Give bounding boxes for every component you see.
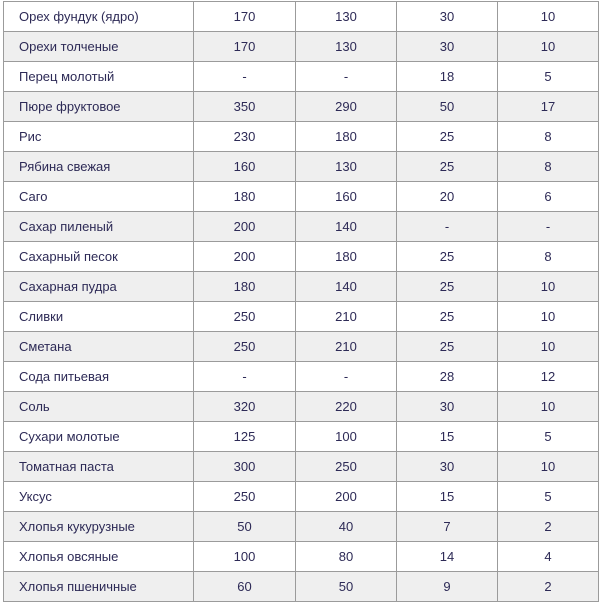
value-cell-4: 10	[498, 332, 599, 362]
value-cell-3: 25	[397, 122, 498, 152]
product-name-cell: Орех фундук (ядро)	[4, 2, 194, 32]
value-cell-1: -	[194, 362, 296, 392]
product-name-cell: Сливки	[4, 302, 194, 332]
value-cell-4: 5	[498, 482, 599, 512]
value-cell-2: 250	[296, 452, 397, 482]
value-cell-3: 20	[397, 182, 498, 212]
value-cell-1: -	[194, 62, 296, 92]
product-name-cell: Хлопья пшеничные	[4, 572, 194, 602]
product-name-cell: Хлопья овсяные	[4, 542, 194, 572]
table-row	[4, 122, 599, 152]
value-cell-1: 50	[194, 512, 296, 542]
value-cell-3: 30	[397, 2, 498, 32]
table-row	[4, 332, 599, 362]
value-cell-2: 140	[296, 212, 397, 242]
value-cell-1: 125	[194, 422, 296, 452]
value-cell-4: 6	[498, 182, 599, 212]
value-cell-1: 350	[194, 92, 296, 122]
value-cell-3: 50	[397, 92, 498, 122]
product-name-cell: Сахарная пудра	[4, 272, 194, 302]
value-cell-4: 10	[498, 272, 599, 302]
table-row	[4, 62, 599, 92]
product-name-cell: Сода питьевая	[4, 362, 194, 392]
table-row	[4, 392, 599, 422]
product-name-cell: Перец молотый	[4, 62, 194, 92]
value-cell-2: 100	[296, 422, 397, 452]
value-cell-2: 210	[296, 302, 397, 332]
value-cell-4: 2	[498, 572, 599, 602]
table-row	[4, 542, 599, 572]
product-name-cell: Рябина свежая	[4, 152, 194, 182]
product-name-cell: Сметана	[4, 332, 194, 362]
value-cell-1: 250	[194, 332, 296, 362]
value-cell-4: 5	[498, 62, 599, 92]
value-cell-2: 50	[296, 572, 397, 602]
value-cell-3: 30	[397, 392, 498, 422]
value-cell-4: 10	[498, 392, 599, 422]
table-row	[4, 452, 599, 482]
value-cell-4: 12	[498, 362, 599, 392]
value-cell-4: 10	[498, 302, 599, 332]
table-row	[4, 152, 599, 182]
value-cell-3: 30	[397, 32, 498, 62]
value-cell-3: -	[397, 212, 498, 242]
table-row	[4, 92, 599, 122]
value-cell-3: 30	[397, 452, 498, 482]
value-cell-4: 8	[498, 122, 599, 152]
value-cell-1: 160	[194, 152, 296, 182]
value-cell-2: 180	[296, 122, 397, 152]
table-row	[4, 32, 599, 62]
value-cell-4: 10	[498, 32, 599, 62]
product-name-cell: Рис	[4, 122, 194, 152]
value-cell-4: 8	[498, 242, 599, 272]
value-cell-1: 320	[194, 392, 296, 422]
value-cell-2: 180	[296, 242, 397, 272]
value-cell-4: 8	[498, 152, 599, 182]
product-name-cell: Пюре фруктовое	[4, 92, 194, 122]
value-cell-3: 25	[397, 302, 498, 332]
value-cell-3: 7	[397, 512, 498, 542]
value-cell-3: 15	[397, 422, 498, 452]
value-cell-2: 220	[296, 392, 397, 422]
value-cell-4: 17	[498, 92, 599, 122]
value-cell-2: 200	[296, 482, 397, 512]
value-cell-2: 140	[296, 272, 397, 302]
table-row	[4, 272, 599, 302]
product-name-cell: Сухари молотые	[4, 422, 194, 452]
value-cell-1: 170	[194, 32, 296, 62]
table-row	[4, 572, 599, 602]
table-row	[4, 182, 599, 212]
value-cell-2: 40	[296, 512, 397, 542]
value-cell-1: 100	[194, 542, 296, 572]
value-cell-2: 290	[296, 92, 397, 122]
table-row	[4, 422, 599, 452]
product-name-cell: Уксус	[4, 482, 194, 512]
value-cell-3: 18	[397, 62, 498, 92]
value-cell-3: 9	[397, 572, 498, 602]
value-cell-2: -	[296, 62, 397, 92]
value-cell-3: 28	[397, 362, 498, 392]
value-cell-4: 10	[498, 452, 599, 482]
measures-table	[3, 1, 599, 602]
product-name-cell: Орехи толченые	[4, 32, 194, 62]
table-row	[4, 482, 599, 512]
table-row	[4, 302, 599, 332]
value-cell-4: 2	[498, 512, 599, 542]
value-cell-1: 170	[194, 2, 296, 32]
value-cell-1: 200	[194, 212, 296, 242]
value-cell-2: 80	[296, 542, 397, 572]
value-cell-2: 130	[296, 152, 397, 182]
value-cell-4: 4	[498, 542, 599, 572]
value-cell-3: 14	[397, 542, 498, 572]
value-cell-2: 160	[296, 182, 397, 212]
value-cell-1: 180	[194, 182, 296, 212]
value-cell-4: 5	[498, 422, 599, 452]
value-cell-4: 10	[498, 2, 599, 32]
value-cell-1: 250	[194, 482, 296, 512]
product-name-cell: Сахарный песок	[4, 242, 194, 272]
value-cell-2: 130	[296, 2, 397, 32]
value-cell-2: -	[296, 362, 397, 392]
value-cell-4: -	[498, 212, 599, 242]
table-row	[4, 212, 599, 242]
value-cell-1: 250	[194, 302, 296, 332]
value-cell-1: 60	[194, 572, 296, 602]
value-cell-3: 25	[397, 332, 498, 362]
product-name-cell: Соль	[4, 392, 194, 422]
value-cell-3: 15	[397, 482, 498, 512]
table-row	[4, 362, 599, 392]
table-row	[4, 512, 599, 542]
table-row	[4, 242, 599, 272]
product-name-cell: Сахар пиленый	[4, 212, 194, 242]
product-name-cell: Хлопья кукурузные	[4, 512, 194, 542]
product-name-cell: Томатная паста	[4, 452, 194, 482]
value-cell-1: 230	[194, 122, 296, 152]
value-cell-1: 300	[194, 452, 296, 482]
value-cell-3: 25	[397, 242, 498, 272]
value-cell-1: 200	[194, 242, 296, 272]
value-cell-1: 180	[194, 272, 296, 302]
value-cell-3: 25	[397, 272, 498, 302]
table-row	[4, 2, 599, 32]
value-cell-2: 130	[296, 32, 397, 62]
value-cell-2: 210	[296, 332, 397, 362]
value-cell-3: 25	[397, 152, 498, 182]
product-name-cell: Саго	[4, 182, 194, 212]
